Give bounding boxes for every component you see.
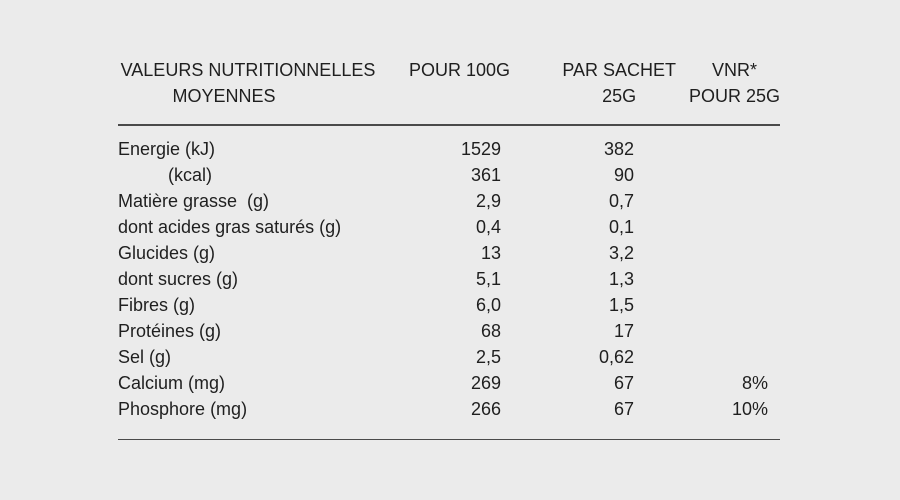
row-label: Fibres (g) [118,294,196,315]
table-row [118,214,780,240]
header-per-sachet-line1: PAR SACHET [562,60,676,80]
row-value-per-sachet: 382 [603,138,634,159]
row-label: dont sucres (g) [118,268,239,289]
row-value-per-sachet: 17 [613,320,634,341]
table-row [118,188,780,214]
header-nutrients-line1: VALEURS NUTRITIONNELLES [120,60,376,80]
row-value-vnr: 10% [731,398,768,419]
bottom-divider-line [118,439,780,441]
row-value-vnr [634,188,780,214]
row-label: Matière grasse (g) [118,190,270,211]
table-row [118,240,780,266]
row-value-vnr [634,318,780,344]
header-vnr-line1: VNR* [711,60,757,80]
row-value-vnr [634,266,780,292]
row-value-per-sachet: 0,7 [608,190,634,211]
row-label: (kcal) [168,164,212,185]
row-label: Sel (g) [118,346,172,367]
row-value-vnr [634,162,780,188]
row-label: dont acides gras saturés (g) [118,216,342,237]
table-row [118,344,780,370]
header-vnr-line2: POUR 25G [688,86,780,106]
table-row [118,370,780,396]
table-row [118,162,780,188]
nutrition-table [118,57,780,440]
row-value-per-sachet: 3,2 [608,242,634,263]
header-per-sachet-line2: 25G [602,86,637,106]
row-value-per-100g: 2,9 [475,190,501,211]
row-value-per-100g: 0,4 [475,216,501,237]
table-row [118,136,780,162]
row-value-per-100g: 1529 [460,138,501,159]
row-value-per-sachet: 0,1 [608,216,634,237]
header-col-nutrients [118,57,378,109]
row-value-per-100g: 6,0 [475,294,501,315]
row-value-per-sachet: 1,3 [608,268,634,289]
row-value-per-100g: 2,5 [475,346,501,367]
row-value-vnr [634,344,780,370]
row-value-vnr: 8% [741,372,768,393]
row-label: Energie (kJ) [118,138,216,159]
header-per-100g-label: POUR 100G [408,60,510,80]
row-value-per-sachet: 1,5 [608,294,634,315]
row-value-per-100g: 13 [480,242,501,263]
table-row [118,396,780,422]
row-value-per-sachet: 90 [613,164,634,185]
table-row [118,292,780,318]
row-label: Protéines (g) [118,320,222,341]
row-value-per-100g: 269 [470,372,501,393]
row-value-per-100g: 68 [480,320,501,341]
row-value-vnr [634,214,780,240]
row-value-per-100g: 266 [470,398,501,419]
table-body [118,126,780,439]
header-col-vnr [689,57,780,109]
row-value-per-100g: 5,1 [475,268,501,289]
table-row [118,318,780,344]
header-col-per-100g [409,57,510,83]
row-value-per-sachet: 0,62 [598,346,634,367]
row-value-per-sachet: 67 [613,372,634,393]
row-value-vnr [634,292,780,318]
row-value-vnr [634,240,780,266]
header-nutrients-line2: MOYENNES [172,86,276,106]
table-header [118,57,780,124]
row-label: Phosphore (mg) [118,398,248,419]
table-row [118,266,780,292]
row-value-vnr [634,136,780,162]
row-value-per-sachet: 67 [613,398,634,419]
row-label: Glucides (g) [118,242,216,263]
header-col-per-sachet [562,57,676,109]
row-label: Calcium (mg) [118,372,226,393]
row-value-per-100g: 361 [470,164,501,185]
